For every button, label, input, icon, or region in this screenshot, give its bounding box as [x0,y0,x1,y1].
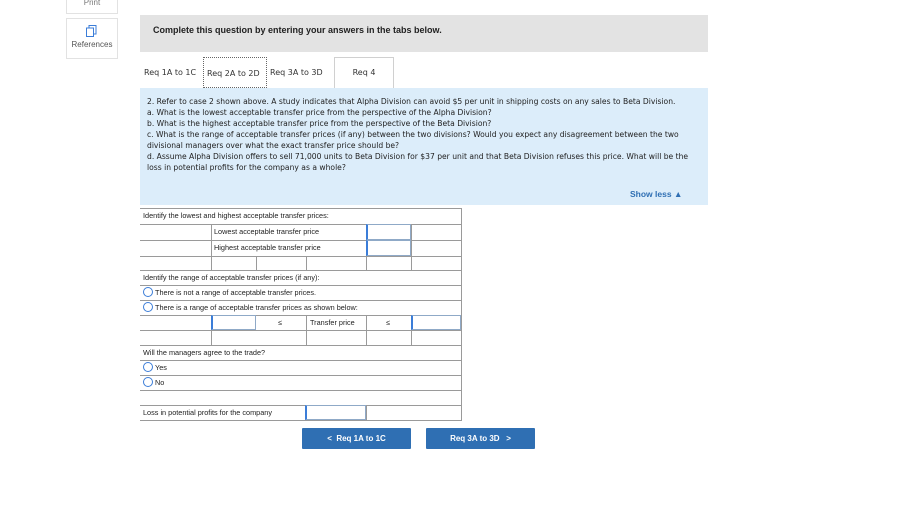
range-low-input[interactable] [211,315,256,330]
next-req-label[interactable]: Req 3A to 3D [450,434,500,443]
question-line: 2. Refer to case 2 shown above. A study indicates that Alpha Division can avoid $5 per unit in shipping costs on any sales to Beta Division. [147,97,676,106]
leq-symbol: ≤ [386,318,391,327]
tab-req-4[interactable]: Req 4 [334,57,394,88]
tab-req-1a-1c[interactable]: Req 1A to 1C [144,68,197,77]
identify-prices-label: Identify the lowest and highest acceptable transfer prices: [143,211,329,220]
no-range-label: There is not a range of acceptable transfer prices. [155,288,317,297]
range-radio[interactable] [143,302,153,312]
triangle-up-icon[interactable]: ▲ [673,189,683,199]
highest-price-input[interactable] [366,240,411,256]
no-radio[interactable] [143,377,153,387]
agree-question-label: Will the managers agree to the trade? [143,348,266,357]
lowest-price-label: Lowest acceptable transfer price [214,227,320,236]
no-range-radio[interactable] [143,287,153,297]
prev-req-label[interactable]: Req 1A to 1C [336,434,386,443]
tab-req-3a-3d[interactable]: Req 3A to 3D [270,68,323,77]
question-line: b. What is the highest acceptable transfer price from the perspective of the Beta Division? [147,119,492,128]
instruction-text: Complete this question by entering your answers in the tabs below. [153,25,442,35]
lowest-price-input[interactable] [366,224,411,240]
yes-radio[interactable] [143,362,153,372]
chevron-right-icon[interactable]: > [506,434,511,443]
question-line: a. What is the lowest acceptable transfer price from the perspective of the Alpha Division? [147,108,492,117]
show-less-label[interactable]: Show less [630,189,672,199]
question-line: c. What is the range of acceptable transfer prices (if any) between the two divisions? Would you expect any disagreement between the two divisional managers over what the exact transfer price should be? [147,130,679,150]
prev-req-button[interactable] [302,428,411,449]
range-high-input[interactable] [411,315,461,330]
question-line: d. Assume Alpha Division offers to sell 71,000 units to Beta Division for $37 per unit and that Beta Division refuses this price. What will be the loss in potential profits for the company as a whole? [147,152,689,172]
leq-symbol: ≤ [278,318,283,327]
references-label[interactable]: References [71,40,113,49]
no-label: No [155,378,165,387]
yes-label: Yes [155,363,167,372]
next-req-button[interactable] [426,428,535,449]
chevron-left-icon[interactable]: < [327,434,332,443]
range-label: There is a range of acceptable transfer prices as shown below: [155,303,358,312]
question-text [147,96,703,173]
identify-range-label: Identify the range of acceptable transfer prices (if any): [143,273,320,282]
loss-label: Loss in potential profits for the company [143,408,272,417]
loss-input[interactable] [305,405,366,420]
highest-price-label: Highest acceptable transfer price [214,243,321,252]
show-less-link[interactable] [630,189,682,199]
tab-req-2a-2d[interactable]: Req 2A to 2D [203,57,267,88]
references-icon[interactable] [86,25,97,37]
print-label[interactable]: Print [83,0,101,7]
transfer-price-label: Transfer price [310,318,355,327]
